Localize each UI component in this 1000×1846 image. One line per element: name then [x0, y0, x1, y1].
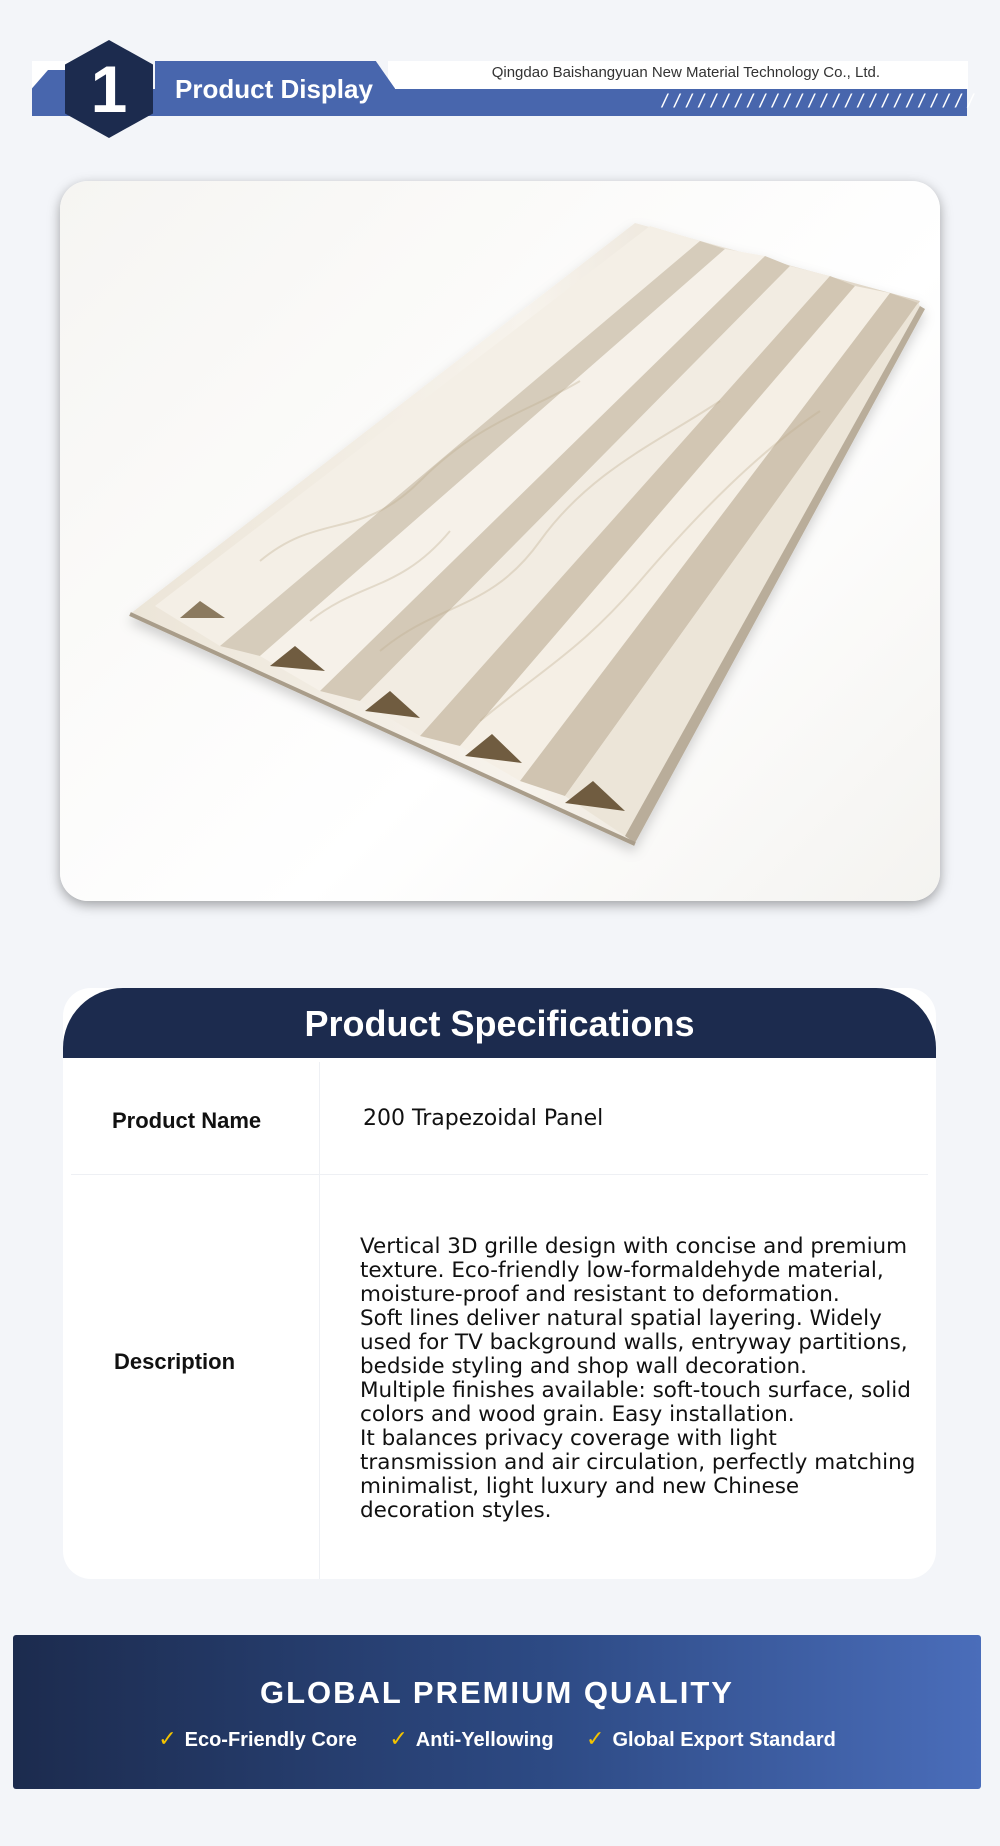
trapezoidal-panel-illustration — [60, 181, 940, 901]
specifications-table — [63, 988, 936, 1579]
check-icon: ✓ — [158, 1726, 177, 1751]
product-name-value: 200 Trapezoidal Panel — [363, 1106, 604, 1131]
description-value — [360, 1235, 920, 1523]
decorative-slashes: ////////////////////////// — [660, 91, 979, 111]
check-icon: ✓ — [389, 1726, 408, 1751]
check-icon: ✓ — [586, 1726, 605, 1751]
section-header — [0, 0, 1000, 150]
badge-label: Global Export Standard — [612, 1729, 836, 1751]
company-name: Qingdao Baishangyuan New Material Technology Co., Ltd. — [491, 64, 880, 81]
quality-badges — [13, 1726, 981, 1752]
section-title: Product Display — [175, 74, 373, 104]
badge-export-standard — [586, 1726, 836, 1752]
banner-title: GLOBAL PREMIUM QUALITY — [260, 1675, 734, 1710]
product-image-card — [60, 181, 940, 901]
description-paragraph: It balances privacy coverage with light transmission and air circulation, perfectly matching minimalist, light luxury and new Chinese decoration styles. — [360, 1426, 916, 1523]
badge-label: Eco-Friendly Core — [184, 1729, 357, 1751]
badge-label: Anti-Yellowing — [415, 1729, 554, 1751]
product-name-label: Product Name — [112, 1108, 262, 1133]
badge-anti-yellowing — [389, 1726, 553, 1752]
description-paragraph: Multiple finishes available: soft-touch surface, solid colors and wood grain. Easy installation. — [360, 1378, 911, 1427]
column-divider — [319, 1062, 320, 1579]
quality-banner — [13, 1635, 981, 1789]
description-paragraph: Soft lines deliver natural spatial layering. Widely used for TV background walls, entryway partitions, bedside styling and shop wall decoration. — [360, 1306, 908, 1379]
badge-eco-friendly — [158, 1726, 357, 1752]
description-label: Description — [114, 1349, 236, 1374]
description-paragraph: Vertical 3D grille design with concise and premium texture. Eco-friendly low-formaldehyde material, moisture-proof and resistant to deformation. — [360, 1234, 908, 1307]
section-number: 1 — [90, 52, 128, 126]
row-divider — [71, 1174, 928, 1175]
spec-table-title: Product Specifications — [304, 1003, 695, 1044]
